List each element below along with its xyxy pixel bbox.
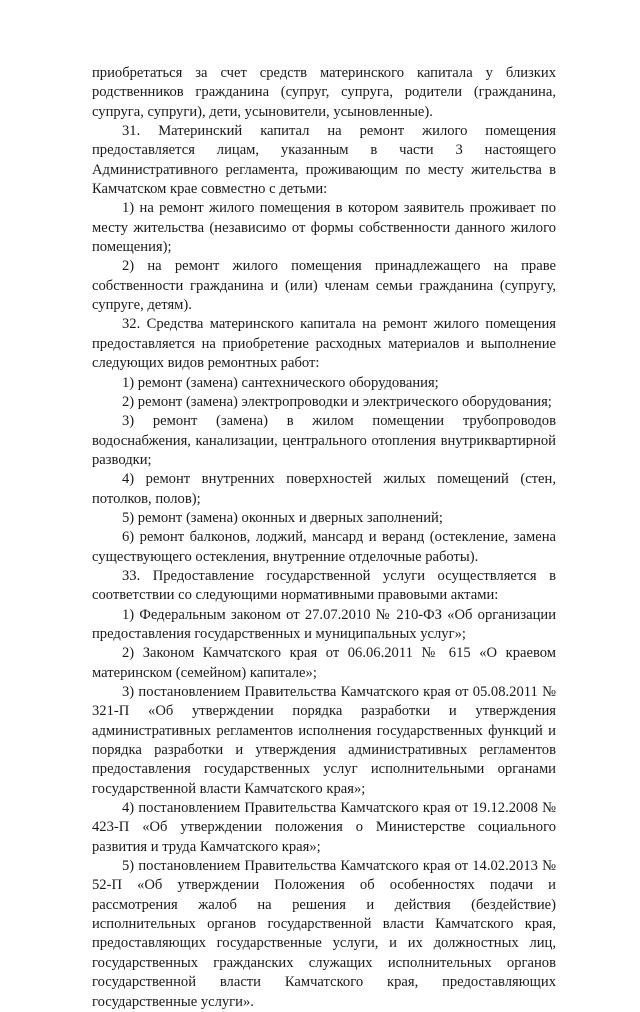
paragraph: 1) на ремонт жилого помещения в котором заявитель проживает по месту жительства (независимо от формы собственности данного жилого помещения); (92, 200, 556, 256)
paragraph: 2) Законом Камчатского края от 06.06.2011 № 615 «О краевом материнском (семейном) капитале»; (92, 645, 556, 681)
paragraph: 6) ремонт балконов, лоджий, мансард и веранд (остекление, замена существующего остекления, внутренние отделочные работы). (92, 529, 556, 565)
paragraph: 33. Предоставление государственной услуги осуществляется в соответствии со следующими нормативными правовыми актами: (92, 567, 556, 604)
paragraph: 3) ремонт (замена) в жилом помещении трубопроводов водоснабжения, канализации, центрального отопления внутриквартирной разводки; (92, 413, 556, 468)
paragraph: 2) на ремонт жилого помещения принадлежащего на праве собственности гражданина и (или) членам семьи гражданина (супругу, супруге, детям). (92, 258, 556, 314)
paragraph: 32. Средства материнского капитала на ремонт жилого помещения предоставляется на приобретение расходных материалов и выполнение следующих видов ремонтных работ: (92, 316, 556, 372)
paragraph: 5) постановлением Правительства Камчатского края от 14.02.2013 № 52-П «Об утверждении Положения об особенностях подачи и рассмотрения жалоб на решения и действия (бездействие) исполнительных органов государственной власти Камчатского края, предоставляющих государственные услуги, и их должностных лиц, государственных гражданских служащих исполнительных органов государственной власти Камчатского края, предоставляющих государственные услуги». (92, 858, 556, 1010)
paragraph: 3) постановлением Правительства Камчатского края от 05.08.2011 № 321-П «Об утверждении порядка разработки и утверждения административных регламентов исполнения государственных функций и порядка разработки и утверждения административных регламентов предоставления государственных услуг исполнительными органами государственной власти Камчатского края»; (92, 684, 556, 797)
paragraph: 1) Федеральным законом от 27.07.2010 № 210-ФЗ «Об организации предоставления государственных и муниципальных услуг»; (92, 606, 556, 642)
paragraph: 4) постановлением Правительства Камчатского края от 19.12.2008 № 423-П «Об утверждении положения о Министерстве социального развития и труда Камчатского края»; (92, 800, 556, 855)
paragraph: 31. Материнский капитал на ремонт жилого помещения предоставляется лицам, указанным в части 3 настоящего Административного регламента, проживающим по месту жительства в Камчатском крае совместно с детьми: (92, 123, 556, 198)
paragraph: 1) ремонт (замена) сантехнического оборудования; (122, 374, 439, 391)
paragraph: 5) ремонт (замена) оконных и дверных заполнений; (122, 509, 443, 526)
paragraph: 2) ремонт (замена) электропроводки и электрического оборудования; (122, 393, 552, 410)
paragraph: приобретаться за счет средств материнского капитала у близких родственников гражданина (супруг, супруга, родители (гражданина, супруга, супруги), дети, усыновители, усыновленные). (92, 65, 556, 120)
paragraph: 4) ремонт внутренних поверхностей жилых помещений (стен, потолков, полов); (92, 471, 556, 507)
